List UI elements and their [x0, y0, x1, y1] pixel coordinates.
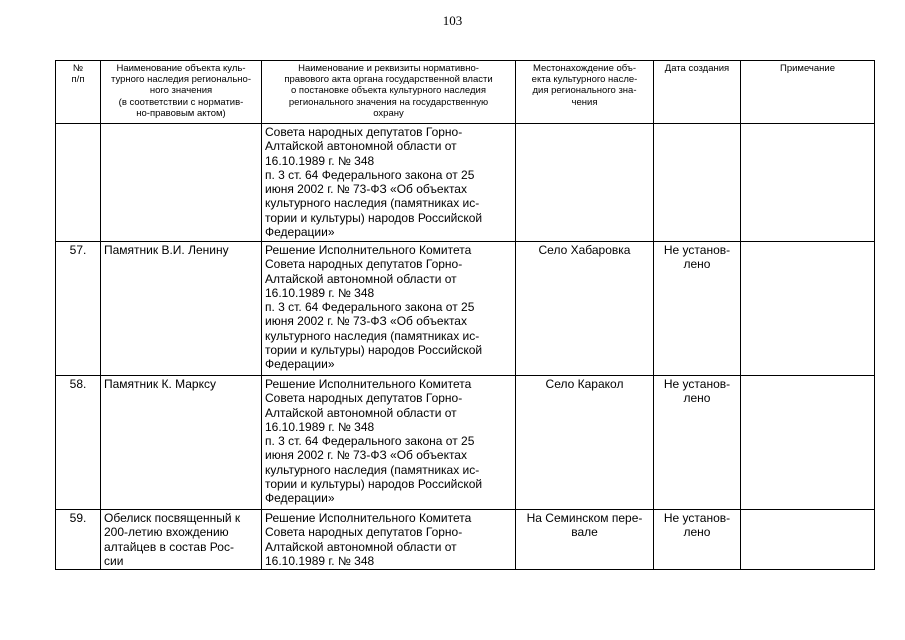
legal-act	[262, 124, 516, 242]
heritage-registry-table	[55, 60, 875, 570]
cell-line: июня 2002 г. № 73-ФЗ «Об объектах	[265, 448, 467, 463]
cell-line: 16.10.1989 г. № 348	[265, 285, 375, 300]
cell-line: лено	[683, 391, 711, 406]
cell-line: На Семинском пере-	[526, 511, 643, 525]
creation-date	[654, 124, 741, 242]
header-location	[516, 61, 654, 124]
object-name	[101, 124, 262, 242]
object-location	[516, 376, 654, 510]
cell-line: ного значения	[149, 85, 213, 97]
header-object-name	[101, 61, 262, 124]
object-location	[516, 242, 654, 376]
row-number: 57.	[56, 242, 101, 376]
cell-line: п. 3 ст. 64 Федерального закона от 25	[265, 167, 475, 182]
creation-date	[654, 242, 741, 376]
object-name	[101, 510, 262, 570]
cell-line: алтайцев в состав Рос-	[104, 539, 234, 554]
note	[741, 376, 875, 510]
cell-line: лено	[683, 257, 711, 272]
cell-line: Дата создания	[664, 63, 730, 74]
creation-date	[654, 376, 741, 510]
table-row	[56, 124, 875, 242]
cell-line: чения	[571, 96, 598, 108]
cell-line: Федерации»	[265, 357, 335, 372]
cell-line: июня 2002 г. № 73-ФЗ «Об объектах	[265, 182, 467, 197]
cell-line: 16.10.1989 г. № 348	[265, 153, 375, 168]
cell-line: 200-летию вхождению	[104, 525, 229, 540]
cell-line: Местонахождение объ-	[532, 63, 637, 74]
cell-line: тории и культуры) народов Российской	[265, 477, 483, 492]
cell-line: Не установ-	[663, 511, 731, 525]
cell-line: Совета народных депутатов Горно-	[265, 525, 463, 540]
cell-line: Решение Исполнительного Комитета	[265, 511, 472, 525]
cell-line: вале	[571, 525, 598, 540]
cell-line: Федерации»	[265, 225, 335, 240]
object-name	[101, 376, 262, 510]
object-name	[101, 242, 262, 376]
cell-line: тории и культуры) народов Российской	[265, 343, 483, 358]
row-number	[56, 124, 101, 242]
cell-line: Не установ-	[663, 377, 731, 391]
cell-line: турного наследия регионально-	[111, 74, 251, 86]
cell-line: п. 3 ст. 64 Федерального закона от 25	[265, 434, 475, 449]
cell-line: Наименование и реквизиты нормативно-	[298, 63, 479, 74]
cell-line: Алтайской автономной области от	[265, 539, 457, 554]
row-number: 58.	[56, 376, 101, 510]
cell-line: (в соответствии с норматив-	[118, 96, 244, 108]
cell-line: Обелиск посвященный к	[104, 511, 241, 525]
table-header-row	[56, 61, 875, 124]
cell-line: Село Каракол	[545, 377, 624, 391]
header-note	[741, 61, 875, 124]
cell-line: дия регионального зна-	[532, 85, 637, 97]
header-legal-act	[262, 61, 516, 124]
cell-line: екта культурного насле-	[531, 74, 638, 86]
cell-line: Село Хабаровка	[538, 243, 631, 257]
cell-line: Совета народных депутатов Горно-	[265, 257, 463, 272]
cell-line: лено	[683, 525, 711, 540]
cell-line: культурного наследия (памятниках ис-	[265, 196, 480, 211]
cell-line: культурного наследия (памятниках ис-	[265, 328, 480, 343]
table-row	[56, 242, 875, 376]
creation-date	[654, 510, 741, 570]
cell-line: 16.10.1989 г. № 348	[265, 419, 375, 434]
cell-line: п. 3 ст. 64 Федерального закона от 25	[265, 300, 475, 315]
legal-act	[262, 242, 516, 376]
cell-line: Памятник К. Марксу	[104, 377, 216, 391]
note	[741, 510, 875, 570]
object-location	[516, 124, 654, 242]
cell-line: о постановке объекта культурного наследия	[291, 85, 486, 97]
table-row	[56, 510, 875, 570]
cell-line: Не установ-	[663, 243, 731, 257]
legal-act	[262, 376, 516, 510]
header-number	[56, 61, 101, 124]
table-row	[56, 376, 875, 510]
cell-line: №	[72, 63, 84, 74]
page-number: 103	[442, 13, 463, 28]
cell-line: сии	[104, 553, 124, 568]
cell-line: но-правовым актом)	[136, 107, 226, 119]
cell-line: Алтайской автономной области от	[265, 405, 457, 420]
note	[741, 242, 875, 376]
cell-line: правового акта органа государственной власти	[284, 74, 493, 86]
cell-line: Алтайской автономной области от	[265, 139, 457, 154]
cell-line: Алтайской автономной области от	[265, 271, 457, 286]
cell-line: Совета народных депутатов Горно-	[265, 391, 463, 406]
cell-line: Памятник В.И. Ленину	[104, 243, 229, 257]
cell-line: культурного наследия (памятниках ис-	[265, 462, 480, 477]
cell-line: Совета народных депутатов Горно-	[265, 125, 463, 139]
cell-line: регионального значения на государственную	[288, 96, 489, 108]
cell-line: июня 2002 г. № 73-ФЗ «Об объектах	[265, 314, 467, 329]
cell-line: п/п	[71, 74, 85, 86]
cell-line: Федерации»	[265, 491, 335, 506]
cell-line: Решение Исполнительного Комитета	[265, 377, 472, 391]
row-number: 59.	[56, 510, 101, 570]
header-creation-date	[654, 61, 741, 124]
cell-line: охрану	[373, 107, 404, 119]
cell-line: тории и культуры) народов Российской	[265, 210, 483, 225]
cell-line: Решение Исполнительного Комитета	[265, 243, 472, 257]
legal-act	[262, 510, 516, 570]
object-location	[516, 510, 654, 570]
cell-line: 16.10.1989 г. № 348	[265, 553, 375, 568]
note	[741, 124, 875, 242]
cell-line: Примечание	[780, 63, 835, 74]
cell-line: Наименование объекта куль-	[116, 63, 246, 74]
